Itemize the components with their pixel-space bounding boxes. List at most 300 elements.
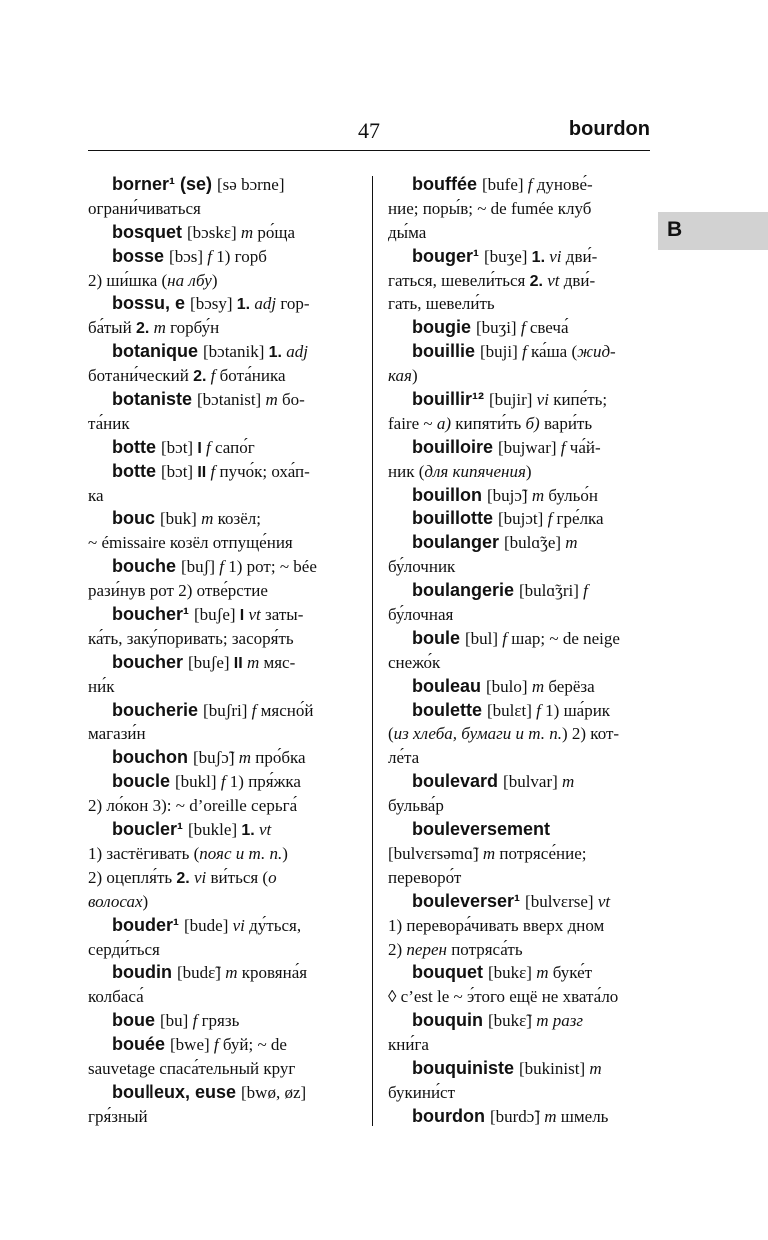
headword: boucher¹ [112, 604, 195, 625]
entry-line [388, 1105, 650, 1129]
entry-text: ) [142, 891, 149, 911]
entry-text: II [233, 654, 243, 672]
grammar-label: m [589, 1058, 602, 1078]
entry-text: [bujɔ̃] [486, 485, 532, 505]
entry-text: горбу́н [165, 318, 220, 338]
entry-text: 1. [236, 296, 251, 314]
grammar-label: m [565, 533, 578, 553]
entry-text: буй; ~ de [218, 1035, 287, 1055]
entry-text: [buʒe] [484, 246, 532, 266]
entry-text: faire ~ [388, 413, 437, 433]
entry-text: ) [411, 366, 418, 386]
entry-continuation-line [388, 1033, 650, 1057]
entry-text: [buʃe] [188, 652, 234, 672]
thumb-tab-letter: B [667, 218, 683, 241]
entry-line [88, 245, 350, 269]
entry-line [388, 818, 650, 842]
entry-line [88, 436, 350, 460]
grammar-label: б) [525, 413, 540, 433]
grammar-label: f [547, 509, 553, 529]
grammar-label: о [268, 867, 277, 887]
entry-continuation-line [88, 722, 350, 746]
entry-continuation-line [388, 914, 650, 938]
grammar-label: m [246, 652, 260, 672]
entry-continuation-line [88, 842, 350, 866]
entry-text: [bujwar] [498, 437, 561, 457]
grammar-label: из хлеба, бумаги и т. п. [393, 724, 562, 744]
grammar-label: m [562, 772, 575, 792]
entry-line [388, 961, 650, 985]
entry-text: [bukl] [175, 772, 221, 792]
entry-text: [buʒi] [476, 318, 521, 338]
entry-line [88, 770, 350, 794]
grammar-label: m разг [536, 1011, 583, 1031]
entry-line [388, 436, 650, 460]
entry-continuation-line [388, 364, 650, 388]
grammar-label: f [206, 437, 211, 457]
entry-text: [bɔt] [161, 461, 198, 481]
entry-text: дунове́- [532, 175, 593, 194]
entry-continuation-line [88, 866, 350, 890]
entry-text: 1) перевора́чивать вверх дном [388, 915, 605, 935]
entry-text: [bukle] [188, 820, 242, 840]
grammar-label: vi [549, 246, 562, 266]
headword: bouc [112, 508, 160, 529]
entry-continuation-line [88, 579, 350, 603]
grammar-label: adj [254, 294, 277, 314]
entry-text: [bwø, øz] [241, 1082, 307, 1102]
headword: bougie [412, 317, 476, 338]
headword: bourdon [412, 1105, 490, 1126]
entry-text: 2) оцепля́ть [88, 867, 177, 887]
headword: boulanger [412, 532, 505, 553]
headword: bouquin [412, 1010, 488, 1031]
headword: borner¹ (se) [112, 174, 218, 194]
entry-text: пучо́к; оха́п- [215, 461, 310, 481]
entry-text: буке́т [548, 963, 593, 983]
entry-text: дви́- [559, 270, 596, 290]
entry-text: свеча́ [525, 318, 569, 338]
headword: bouder¹ [112, 914, 184, 935]
entry-text: [bulvar] [503, 772, 563, 792]
entry-text: 1. [531, 248, 546, 266]
entry-text: 1) пря́жка [225, 772, 301, 792]
entry-text: ка́ша ( [526, 342, 578, 362]
entry-continuation-line [88, 890, 350, 914]
headword: bouée [112, 1034, 171, 1055]
entry-line [88, 818, 350, 842]
entry-text: [bɔskɛ] [187, 222, 241, 242]
headword: bouleau [412, 675, 487, 696]
grammar-label: на лбу [167, 270, 212, 290]
entry-text: [bulo] [486, 676, 532, 696]
entry-text: 2. [193, 368, 207, 386]
guide-word: bourdon [568, 118, 650, 140]
grammar-label: f [522, 342, 527, 362]
grammar-label: vt [258, 820, 272, 840]
headword: boucler¹ [112, 819, 189, 840]
entry-text: [bulɑ̃ʒri] [519, 581, 584, 601]
headword: botte [112, 436, 161, 457]
entry-text: бульва́р [388, 796, 444, 816]
entry-line [388, 627, 650, 651]
entry-text: [bulɛt] [487, 700, 537, 720]
entry-continuation-line [388, 866, 650, 890]
entry-text: бульо́н [544, 485, 598, 505]
alphabet-thumb-tab [658, 212, 768, 250]
headword: bouger¹ [412, 245, 484, 266]
entry-text: [bɔt] [161, 437, 198, 457]
page-header [88, 108, 650, 151]
entry-text: [bukinist] [519, 1058, 590, 1078]
entry-continuation-line [88, 484, 350, 508]
entry-line [88, 961, 350, 985]
entry-text: кипе́ть; [548, 390, 608, 410]
entry-continuation-line [88, 269, 350, 293]
entry-text: ле́та [388, 748, 420, 768]
entry-text: [bujɔt] [497, 509, 548, 529]
left-column [88, 173, 350, 1129]
entry-text: мяс- [259, 652, 296, 672]
grammar-label: m [531, 485, 545, 505]
entry-text: та́ник [88, 413, 130, 433]
entry-continuation-line [388, 269, 650, 293]
headword: bouchon [112, 747, 193, 768]
entry-continuation-line [388, 603, 650, 627]
entry-text: козёл; [213, 509, 261, 529]
entry-text: ник ( [388, 461, 425, 481]
headword: botanique [112, 341, 203, 362]
grammar-label: для кипячения [424, 461, 526, 481]
entry-continuation-line [88, 197, 350, 221]
entry-line [388, 173, 650, 197]
entry-text: кни́га [388, 1035, 429, 1055]
entry-line [88, 1009, 350, 1033]
entry-continuation-line [388, 938, 650, 962]
entry-text: [bɔsy] [190, 294, 237, 314]
entry-text: ба́тый [88, 318, 136, 338]
entry-text: 1. [268, 344, 282, 362]
column-divider [372, 176, 373, 1126]
entry-continuation-line [88, 985, 350, 1009]
grammar-label: перен [406, 939, 447, 959]
grammar-label: m [153, 318, 166, 338]
entry-continuation-line [388, 292, 650, 316]
entry-line [88, 914, 350, 938]
entry-line [88, 221, 350, 245]
grammar-label: vi [232, 915, 245, 935]
entry-text: гор- [276, 294, 310, 314]
entry-line [88, 507, 350, 531]
entry-line [88, 699, 350, 723]
entry-text: [bufe] [482, 175, 528, 194]
entry-text: ) [282, 843, 288, 863]
entry-text: [bɔs] [169, 246, 208, 266]
headword: boudin [112, 962, 177, 983]
entry-text: кипяти́ть [451, 413, 526, 433]
right-column [388, 173, 650, 1129]
entry-text: ду́ться, [244, 915, 302, 935]
entry-continuation-line [388, 1081, 650, 1105]
entry-text: ~ émissaire козёл отпуще́ния [88, 533, 293, 553]
headword: bouquet [412, 962, 488, 983]
entry-continuation-line [88, 531, 350, 555]
grammar-label: f [502, 628, 508, 648]
entry-text: 1) ша́рик [540, 700, 611, 720]
grammar-label: а) [436, 413, 452, 433]
entry-line [388, 699, 650, 723]
headword: bouillotte [412, 508, 498, 529]
entry-continuation-line [388, 794, 650, 818]
grammar-label: f [520, 318, 526, 338]
entry-text: потрясе́ние; [495, 843, 587, 863]
entry-line [388, 890, 650, 914]
grammar-label: m [544, 1106, 557, 1126]
entry-text: [buʃe] [194, 605, 240, 625]
entry-text: ро́ща [253, 222, 296, 242]
headword: bouche [112, 556, 182, 577]
grammar-label: m [536, 963, 549, 983]
entry-text: 2) [388, 939, 407, 959]
entry-text: ботани́ческий [88, 366, 194, 386]
headword: bouquiniste [412, 1057, 519, 1078]
grammar-label: m [240, 222, 254, 242]
entry-line [388, 675, 650, 699]
entry-text: гаться, шевели́ться [388, 270, 530, 290]
grammar-label: f [210, 461, 216, 481]
entry-text: ние; поры́в; ~ de fumée клуб [388, 198, 592, 218]
entry-text: [bɔtanik] [203, 342, 269, 362]
entry-continuation-line [388, 722, 650, 746]
entry-text: 2. [529, 272, 543, 290]
entry-text: [bukɛ̃] [487, 1011, 537, 1031]
headword: bouffée [412, 174, 482, 194]
entry-text: мясно́й [256, 700, 314, 720]
grammar-label: adj [286, 342, 308, 362]
entry-line [388, 770, 650, 794]
entry-text: магази́н [88, 724, 146, 744]
entry-text: [sə bɔrne] [217, 175, 285, 194]
grammar-label: f [210, 366, 216, 386]
entry-text: [burdɔ̃] [489, 1106, 545, 1126]
entry-text: рази́нув рот 2) отве́рстие [88, 581, 268, 601]
page-number: 47 [358, 118, 380, 143]
entry-text: сапо́г [210, 437, 255, 457]
entry-text: 1) горб [212, 246, 267, 266]
entry-text: ◊ c’est le ~ э́того ещё не хвата́ло [388, 987, 619, 1007]
grammar-label: f [536, 700, 541, 720]
entry-continuation-line [388, 746, 650, 770]
entry-text: sauvetage спаса́тельный круг [88, 1058, 296, 1078]
entry-text: дви́- [561, 246, 598, 266]
grammar-label: волосах [88, 891, 143, 911]
entry-continuation-line [388, 221, 650, 245]
entry-text: [bukɛ] [487, 963, 537, 983]
grammar-label: пояс и т. п. [199, 843, 283, 863]
entry-text: снежо́к [388, 652, 441, 672]
grammar-label: m [531, 676, 545, 696]
entry-line [388, 245, 650, 269]
entry-continuation-line [88, 794, 350, 818]
entry-text: гря́зный [88, 1106, 148, 1126]
entry-text: ) 2) кот- [561, 724, 620, 744]
entry-text: гре́лка [552, 509, 604, 529]
entry-text: про́бка [251, 748, 306, 768]
entry-continuation-line [388, 842, 650, 866]
entry-text: ви́ться ( [206, 867, 269, 887]
entry-text: [bude] [184, 915, 233, 935]
entry-text: ) [211, 270, 218, 290]
entry-line [388, 531, 650, 555]
grammar-label: m [238, 748, 252, 768]
entry-text: бо- [277, 390, 305, 410]
entry-text: ( [388, 724, 394, 744]
entry-text: [bwe] [170, 1035, 214, 1055]
entry-text: [buk] [160, 509, 202, 529]
entry-continuation-line [88, 1057, 350, 1081]
grammar-label: f [219, 557, 224, 577]
entry-line [88, 173, 350, 197]
entry-continuation-line [88, 675, 350, 699]
headword: boulevard [412, 771, 504, 792]
entry-text: [buji] [480, 342, 523, 362]
headword: botte [112, 460, 161, 481]
entry-text: заты- [260, 605, 304, 625]
grammar-label: кая [388, 366, 412, 386]
entry-text: берёза [544, 676, 595, 696]
entry-text: гать, шевели́ть [388, 294, 495, 314]
entry-text: ка́ть, заку́поривать; засоря́ть [88, 628, 294, 648]
headword: botaniste [112, 389, 198, 410]
entry-line [88, 1033, 350, 1057]
entry-line [388, 316, 650, 340]
entry-text: букини́ст [388, 1082, 456, 1102]
entry-text: ча́й- [565, 437, 601, 457]
entry-text: переворо́т [388, 867, 462, 887]
headword: bouillir¹² [412, 389, 489, 410]
entry-continuation-line [388, 412, 650, 436]
entry-text: [bu] [160, 1011, 193, 1031]
entry-text: [buʃ] [181, 557, 220, 577]
entry-line [388, 507, 650, 531]
entry-text: I [197, 439, 202, 457]
entry-line [88, 555, 350, 579]
entry-continuation-line [88, 316, 350, 340]
entry-text: кровяна́я [237, 963, 308, 983]
entry-text: бота́ника [215, 366, 286, 386]
headword: bouleverser¹ [412, 890, 526, 911]
entry-continuation-line [388, 197, 650, 221]
entry-line [88, 292, 350, 316]
entry-text: 2) ло́кон 3): ~ d’oreille серьга́ [88, 796, 298, 816]
headword: boucle [112, 771, 176, 792]
grammar-label: f [527, 175, 533, 194]
grammar-label: f [583, 581, 588, 601]
entry-text: ) [525, 461, 532, 481]
entry-text: серди́ться [88, 939, 160, 959]
grammar-label: m [265, 390, 278, 410]
grammar-label: vi [193, 867, 207, 887]
entry-line [388, 340, 650, 364]
entry-text: [buʃɔ̃] [192, 748, 239, 768]
entry-continuation-line [388, 460, 650, 484]
entry-continuation-line [388, 651, 650, 675]
entry-text: бу́лочник [388, 557, 456, 577]
entry-text: 1) рот; ~ bée [223, 557, 317, 577]
entry-text: ка [88, 485, 104, 505]
entry-text: бу́лочная [388, 605, 454, 625]
entry-text: I [239, 607, 245, 625]
headword: boulangerie [412, 580, 520, 601]
entry-continuation-line [388, 985, 650, 1009]
headword: boule [412, 627, 465, 648]
grammar-label: m [201, 509, 214, 529]
entry-text: [bɔtanist] [197, 390, 266, 410]
entry-text: грязь [197, 1011, 240, 1031]
entry-text: 2. [135, 320, 150, 338]
grammar-label: vt [597, 891, 611, 911]
entry-line [88, 1081, 350, 1105]
grammar-label: m [482, 843, 496, 863]
entry-line [88, 746, 350, 770]
grammar-label: f [207, 246, 212, 266]
entry-continuation-line [88, 627, 350, 651]
entry-text: 2) ши́шка ( [88, 270, 168, 290]
entry-text: [bulvɛrsəmɑ̃] [388, 843, 483, 863]
entry-line [388, 1009, 650, 1033]
entry-continuation-line [88, 364, 350, 388]
headword: bouilloire [412, 436, 499, 457]
entry-text: 1) застёгивать ( [88, 843, 200, 863]
grammar-label: m [225, 963, 238, 983]
headword: bosse [112, 245, 170, 266]
entry-line [88, 651, 350, 675]
entry-text: вари́ть [539, 413, 593, 433]
entry-text: шмель [556, 1106, 609, 1126]
grammar-label: vt [248, 605, 261, 625]
entry-text: [bujir] [488, 390, 537, 410]
grammar-label: f [560, 437, 566, 457]
entry-line [88, 460, 350, 484]
entry-line [88, 340, 350, 364]
grammar-label: f [192, 1011, 198, 1031]
entry-continuation-line [88, 1105, 350, 1129]
headword: bouillon [412, 484, 487, 505]
entry-text: ограни́чиваться [88, 198, 201, 218]
entry-text: потряса́ть [446, 939, 523, 959]
entry-text: 1. [241, 822, 255, 840]
entry-text: II [197, 463, 207, 481]
entry-line [388, 1057, 650, 1081]
entry-continuation-line [88, 412, 350, 436]
grammar-label: vt [547, 270, 560, 290]
entry-text: ни́к [88, 676, 115, 696]
entry-text: [buʃri] [203, 700, 252, 720]
entry-text: 2. [176, 869, 190, 887]
grammar-label: жид- [577, 342, 616, 362]
headword: bouillie [412, 341, 481, 362]
headword: bouleversement [412, 819, 551, 840]
entry-line [388, 388, 650, 412]
entry-text: [bulvɛrse] [525, 891, 598, 911]
headword: boulette [412, 699, 487, 720]
headword: boucher [112, 651, 189, 672]
entry-continuation-line [88, 938, 350, 962]
grammar-label: vi [536, 390, 549, 410]
entry-line [88, 603, 350, 627]
grammar-label: f [220, 772, 226, 792]
entry-text: [bul] [465, 628, 503, 648]
